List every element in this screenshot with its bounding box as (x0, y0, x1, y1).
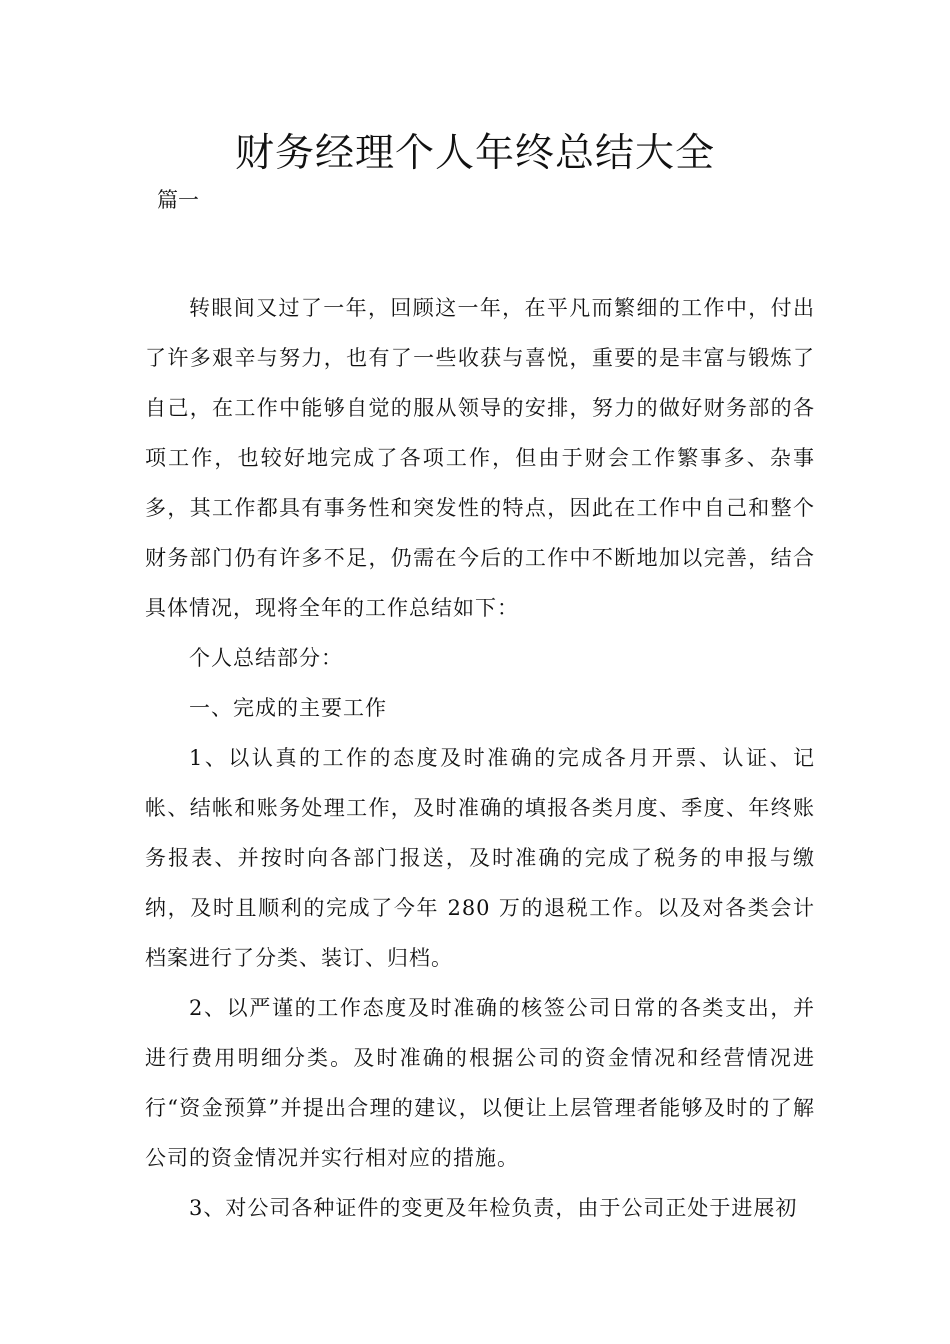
paragraph-personal-summary-heading: 个人总结部分： (189, 646, 343, 670)
document-title: 财务经理个人年终总结大全 (234, 131, 715, 176)
paragraph-main-work-heading: 一、完成的主要工作 (189, 696, 387, 720)
paragraph-item-1: 1、以认真的工作的态度及时准确的完成各月开票、认证、记帐、结帐和账务处理工作，及时准确的填报各类月度、季度、年终账务报表、并按时向各部门报送，及时准确的完成了税务的申报与缴纳，及时且顺利的完成了今年 280 万的退税工作。以及对各类会计档案进行了分类、装订、归档。 (145, 746, 815, 970)
document-body (145, 283, 815, 1233)
paragraph-intro: 转眼间又过了一年，回顾这一年，在平凡而繁细的工作中，付出了许多艰辛与努力，也有了一些收获与喜悦，重要的是丰富与锻炼了自己，在工作中能够自觉的服从领导的安排，努力的做好财务部的各项工作，也较好地完成了各项工作，但由于财会工作繁事多、杂事多，其工作都具有事务性和突发性的特点，因此在工作中自己和整个财务部门仍有许多不足，仍需在今后的工作中不断地加以完善，结合具体情况，现将全年的工作总结如下： (145, 296, 815, 620)
paragraph-item-2: 2、以严谨的工作态度及时准确的核签公司日常的各类支出，并进行费用明细分类。及时准确的根据公司的资金情况和经营情况进行“资金预算”并提出合理的建议，以便让上层管理者能够及时的了解公司的资金情况并实行相对应的措施。 (145, 996, 815, 1170)
paragraph-item-3: 3、对公司各种证件的变更及年检负责，由于公司正处于进展初 (189, 1196, 798, 1220)
section-label: 篇一 (157, 188, 199, 212)
